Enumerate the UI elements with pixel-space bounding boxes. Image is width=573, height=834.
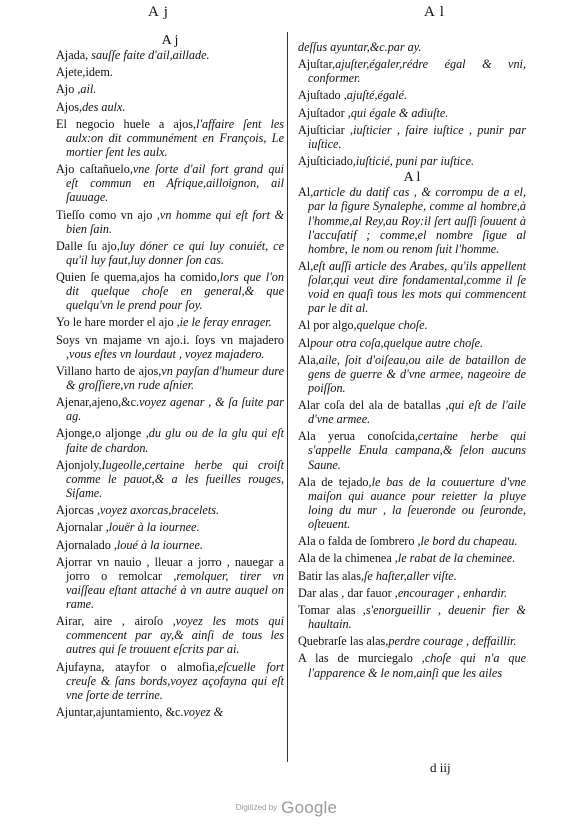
dictionary-entry <box>298 154 526 168</box>
entry-spanish: Al por algo, <box>298 318 357 333</box>
entry-french: vn payſan d'humeur dure & groſſiere,vn rude aſnier. <box>66 363 284 392</box>
entry-spanish: Tomar alas , <box>298 602 366 617</box>
dictionary-entry <box>298 353 526 395</box>
dictionary-entry <box>298 88 526 102</box>
entry-french: le bord du chapeau. <box>420 534 518 549</box>
entry-french: du glu ou de la glu qui eſt faite de chardon. <box>66 426 284 455</box>
entry-spanish: Ajada, <box>56 48 92 62</box>
entry-french: loué à la iournee. <box>116 537 203 552</box>
entry-french: qui eſt de l'aile d'vne armee. <box>308 398 527 427</box>
dictionary-entry <box>56 520 284 534</box>
entry-spanish: A las de murciegalo , <box>298 651 425 666</box>
entry-spanish: Ajuſtar, <box>298 57 336 72</box>
entry-spanish: Ala yerua conoſcida, <box>298 429 418 444</box>
entry-spanish: Ajo , <box>56 82 81 97</box>
entry-french: voyez & <box>183 704 224 719</box>
dictionary-entry <box>298 651 526 679</box>
dictionary-entry <box>56 100 284 114</box>
entry-spanish: Al, <box>298 185 314 200</box>
entry-spanish: Ajo caſtañuelo, <box>56 162 133 177</box>
entry-french: voyez les mots qui commencent par ay,& ainſi de tous les autres qui ſe trouuent eſcrits par ai. <box>66 614 284 657</box>
dictionary-entry <box>56 705 284 719</box>
left-column <box>56 33 285 722</box>
entry-french: ie le feray enrager. <box>179 315 272 330</box>
dictionary-entry <box>298 586 526 600</box>
dictionary-entry <box>298 259 526 315</box>
entry-spanish: Soys vn majame vn ajo.i. ſoys vn majadero , <box>56 332 284 361</box>
dictionary-entry <box>56 555 284 611</box>
entry-spanish: Dar alas , dar fauor , <box>298 585 398 600</box>
entry-french: s'enorgueillir , deuenir fier & haultain. <box>308 602 526 632</box>
digitized-text: Digitized by <box>235 803 278 812</box>
entry-spanish: Quien ſe quema,ajos ha comido, <box>56 270 220 285</box>
entry-french: des aulx. <box>82 99 126 114</box>
dictionary-entry <box>298 475 526 531</box>
entry-spanish: Ajonge,o aljonge , <box>56 426 149 441</box>
entry-spanish: Ajuſticiar , <box>298 122 354 137</box>
entry-french: eſt auſſi article des Arabes, qu'ils appellent ſolar,qui veut dire fondamental,comme il ſe void en quaſi tous les mots qui commencent par le dit al. <box>308 258 526 316</box>
column-divider <box>287 32 288 762</box>
dictionary-entry <box>298 57 526 85</box>
dictionary-entry <box>56 426 284 454</box>
entry-spanish: Ajuntar,ajuntamiento, &c. <box>56 704 184 719</box>
entry-spanish: Ala de tejado, <box>298 474 372 489</box>
dictionary-entry <box>56 208 284 236</box>
entry-french: pour otra coſa,quelque autre choſe. <box>310 335 484 350</box>
dictionary-entry <box>56 65 284 79</box>
dictionary-entry <box>298 398 526 426</box>
running-header-left: A j <box>148 4 169 20</box>
entry-spanish: Airar, aire , airoſo , <box>56 614 176 629</box>
entry-french: ajuſté,égalé. <box>346 88 407 103</box>
entry-spanish: Villano harto de ajos, <box>56 363 162 378</box>
dictionary-entry <box>56 395 284 423</box>
right-column <box>298 40 526 683</box>
dictionary-entry <box>56 364 284 392</box>
dictionary-entry <box>56 333 284 361</box>
entry-spanish: Ajufayna, atayfor o almofia, <box>56 659 218 674</box>
entry-french: lors que l'on dit quelque choſe en general,& que quelqu'vn le prend pour ſoy. <box>66 270 284 313</box>
entry-french: iuſticier , faire iuſtice , punir par iuſtice. <box>308 122 527 151</box>
entry-spanish: Ajuſtador , <box>298 105 351 120</box>
dictionary-entry <box>56 503 284 517</box>
entry-french: l'affaire ſent les aulx:on dit communément en François, Le mortier ſent les aulx. <box>66 116 284 159</box>
entry-spanish: El negocio huele a ajos, <box>56 116 197 131</box>
dictionary-entry <box>56 82 284 96</box>
entry-french: vne ſorte d'ail fort grand qui eſt commun en Afrique,ailloignon, ail ſauuage. <box>66 162 284 205</box>
entry-spanish: Ajornalar , <box>56 520 109 535</box>
entry-spanish: Ala o falda de ſombrero , <box>298 534 421 549</box>
entry-spanish: Tieſſo como vn ajo , <box>56 207 160 222</box>
entry-french: aile, ſoit d'oiſeau,ou aile de bataillon de gens de guerre & d'vne armee, nageoire de poiſſon. <box>308 352 526 395</box>
entry-spanish: Ala, <box>298 352 319 367</box>
entry-spanish: Al <box>298 335 311 350</box>
entry-french: eſcuelle fort creuſe & ſans bords,voyez açofayna qui eſt vne ſorte de terrine. <box>66 659 284 702</box>
dictionary-entry <box>298 185 526 255</box>
right-entries <box>298 185 526 679</box>
entry-french: iuſticié, puni par iuſtice. <box>355 154 475 169</box>
entry-spanish: Ajuſticiado, <box>298 154 356 169</box>
entry-french: vous eſtes vn lourdaut , voyez majadero. <box>69 346 265 361</box>
dictionary-entry <box>56 458 284 500</box>
entry-french: deſſus ayuntar,&c.par ay. <box>298 40 422 54</box>
dictionary-entry <box>298 534 526 548</box>
dictionary-entry <box>56 660 284 702</box>
entry-french: qui égale & adiuſte. <box>350 105 449 120</box>
google-logo: Google <box>281 798 338 817</box>
entry-french: voyez axorcas,bracelets. <box>100 503 220 518</box>
left-entries <box>56 48 284 719</box>
dictionary-entry <box>298 551 526 565</box>
dictionary-entry <box>298 569 526 583</box>
entry-spanish: Ajonjoly, <box>56 457 102 472</box>
entry-french: ail. <box>80 82 97 97</box>
entry-french: le bas de la couuerture d'vne maiſon qui auance pour reietter la pluye loing du mur , la ſeueronde ou ſeuronde, oſteuent. <box>308 474 526 532</box>
entry-spanish: Batir las alas, <box>298 568 364 583</box>
dictionary-entry <box>56 538 284 552</box>
section-heading: A l <box>403 170 421 186</box>
signature-mark: d iij <box>430 760 451 775</box>
entry-french: certaine herbe qui s'appelle Enula campana,& ſelon aucuns Saune. <box>308 429 526 472</box>
entry-spanish: Quebrarſe las alas, <box>298 634 389 649</box>
section-heading: A j <box>161 33 179 48</box>
entry-french: article du datif cas , & corrompu de a el, par la figure Synalephe, comme al hombre,à l'homme,al Rey,au Roy:il ſert auſſi ſouuent à l'accuſatif ; comme,el nombre ſigue al hombre, le nom ou renom ſuit l'homme. <box>308 185 526 256</box>
entry-spanish: Ajornalado , <box>56 537 117 552</box>
digitized-footer <box>0 798 573 818</box>
entry-french: Iugeolle,certaine herbe qui croiſt comme le pauot,& a les fueilles rouges, Siſame. <box>66 457 284 500</box>
entry-french: encourager , enhardir. <box>397 585 508 600</box>
entry-spanish: Al, <box>298 258 314 273</box>
dictionary-entry <box>298 40 526 54</box>
entry-spanish: Ajorcas , <box>56 503 100 518</box>
entry-spanish: Ajos, <box>56 99 83 114</box>
dictionary-entry <box>56 48 284 62</box>
entry-french: remolquer, tirer vn vaiſſeau eſtant attaché à vn autre auquel on rame. <box>66 568 285 611</box>
running-header-right: A l <box>424 4 445 20</box>
dictionary-entry <box>298 603 526 631</box>
dictionary-entry <box>56 239 284 267</box>
entry-spanish: Alar coſa del ala de batallas , <box>298 398 449 413</box>
entry-spanish: Yo le hare morder el ajo , <box>56 315 180 330</box>
dictionary-entry <box>298 318 526 332</box>
entry-spanish: Ajete,idem. <box>56 65 113 80</box>
entry-french: choſe qui n'a que l'apparence & le nom,ainſi que les ailes <box>308 651 526 680</box>
entry-spanish: Ajenar,ajeno,&c. <box>56 395 140 410</box>
dictionary-entry <box>56 270 284 312</box>
entry-french: le rabat de la cheminee. <box>397 551 516 566</box>
dictionary-entry <box>298 336 526 350</box>
dictionary-entry <box>56 117 284 159</box>
dictionary-entry <box>298 634 526 648</box>
entry-french: luy dóner ce qui luy conuiét, ce qu'il luy faut,luy donner ſon cas. <box>66 238 285 267</box>
entry-spanish: Ala de la chimenea , <box>298 551 398 566</box>
dictionary-entry <box>298 106 526 120</box>
dictionary-entry <box>298 123 526 151</box>
dictionary-entry <box>298 429 526 471</box>
right-entries-top <box>298 40 526 168</box>
entry-french: louër à la iournee. <box>108 520 200 535</box>
entry-french: vn homme qui eſt fort & bien ſain. <box>66 207 284 236</box>
entry-spanish: Ajuſtado , <box>298 88 347 103</box>
dictionary-entry <box>56 614 284 656</box>
entry-french: ſe haſter,aller viſte. <box>364 568 457 583</box>
entry-french: ajuſter,égaler,rédre égal & vni, conformer. <box>308 57 526 86</box>
entry-french: perdre courage , deffaillir. <box>388 634 517 649</box>
entry-spanish: Dalle ſu ajo, <box>56 238 120 253</box>
entry-french: sauſſe faite d'ail,aillade. <box>91 48 210 62</box>
entry-spanish: Ajorrar vn nauio , lleuar a jorro , nauegar a jorro o remolcar , <box>56 554 284 583</box>
dictionary-entry <box>56 315 284 329</box>
dictionary-entry <box>56 162 284 204</box>
entry-french: voyez agenar , & ſa ſuite par ag. <box>66 395 284 424</box>
entry-french: quelque choſe. <box>356 318 428 333</box>
